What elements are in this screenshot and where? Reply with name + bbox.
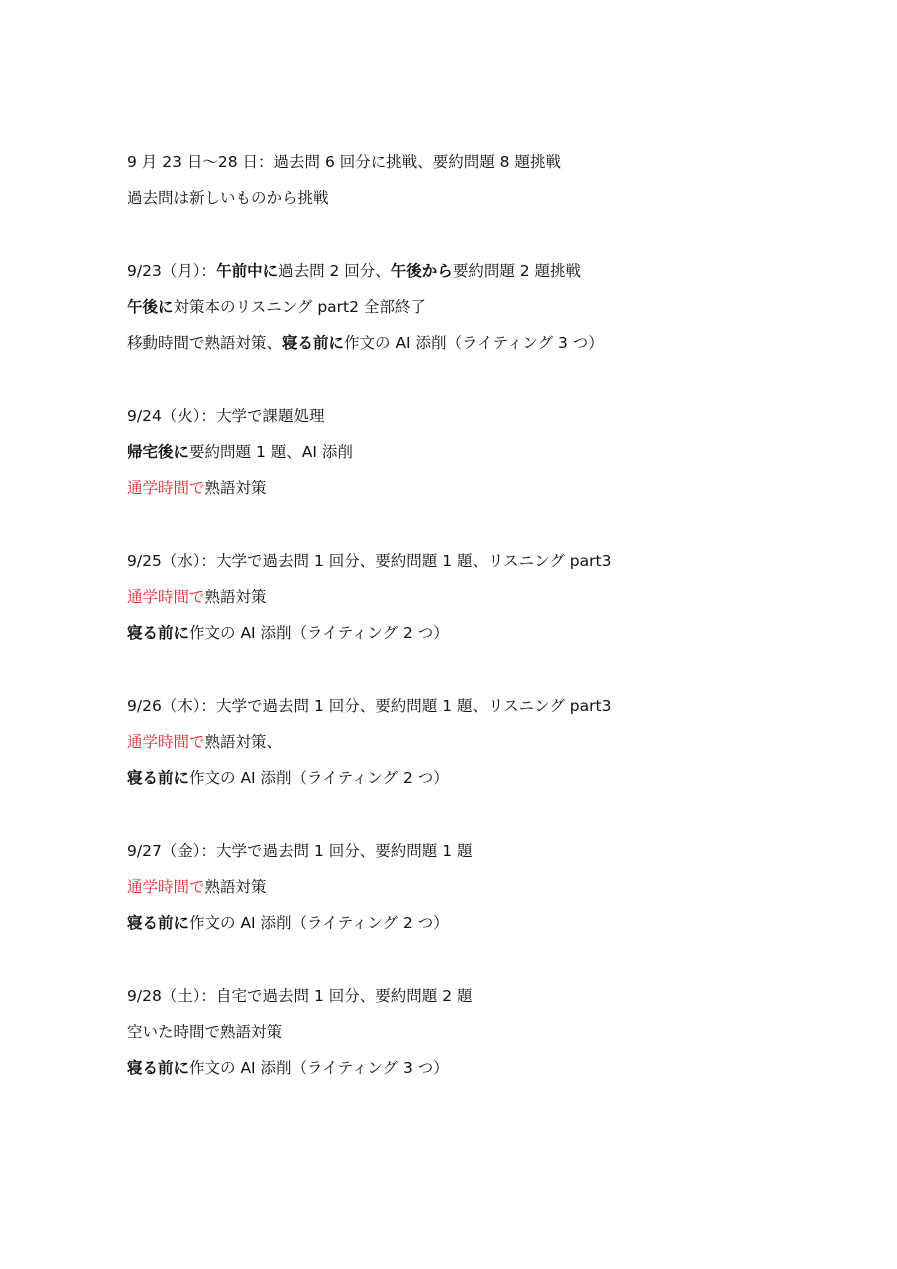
day23-task2-segment-1: 寝る前に xyxy=(282,334,345,352)
day24-task-summary xyxy=(127,442,353,462)
day23-task-listening xyxy=(127,297,426,317)
day25-task-writing xyxy=(127,623,449,643)
day27-task1-segment-0: 通学時間で xyxy=(127,878,205,896)
overview-note-segment-0: 過去問は新しいものから挑戦 xyxy=(127,189,329,207)
day28-heading-segment-0: 9/28（土）：自宅で過去問 1 回分、要約問題 2 題 xyxy=(127,987,473,1005)
day24-heading-segment-0: 9/24（火）：大学で課題処理 xyxy=(127,407,325,425)
day28-task1-segment-0: 空いた時間で熟語対策 xyxy=(127,1023,283,1041)
day27-heading-segment-0: 9/27（金）：大学で過去問 1 回分、要約問題 1 題 xyxy=(127,842,473,860)
day26-task-writing xyxy=(127,768,449,788)
day28-task2-segment-0: 寝る前に xyxy=(127,1059,190,1077)
day28-heading xyxy=(127,986,473,1006)
day26-heading-segment-0: 9/26（木）：大学で過去問 1 回分、要約問題 1 題、リスニング part3 xyxy=(127,697,612,715)
day23-task1-segment-0: 午後に xyxy=(127,298,174,316)
day26-task2-segment-0: 寝る前に xyxy=(127,769,190,787)
day25-task2-segment-0: 寝る前に xyxy=(127,624,190,642)
day27-task1-segment-1: 熟語対策 xyxy=(204,878,267,896)
day27-heading xyxy=(127,841,473,861)
day24-heading xyxy=(127,406,325,426)
day28-task-writing xyxy=(127,1058,449,1078)
day23-task1-segment-1: 対策本のリスニング part2 全部終了 xyxy=(173,298,426,316)
day23-task2-segment-2: 作文の AI 添削（ライティング 3 つ） xyxy=(344,334,604,352)
day27-task-idioms xyxy=(127,877,267,897)
day23-heading xyxy=(127,261,581,281)
day24-task2-segment-1: 熟語対策 xyxy=(204,479,267,497)
day27-task2-segment-0: 寝る前に xyxy=(127,914,190,932)
day26-task-idioms xyxy=(127,732,282,752)
day26-heading xyxy=(127,696,611,716)
day28-task-idioms xyxy=(127,1022,282,1042)
overview-note xyxy=(127,188,329,208)
day25-task1-segment-1: 熟語対策 xyxy=(204,588,267,606)
day23-heading-segment-4: 要約問題 2 題挑戦 xyxy=(452,262,582,280)
day25-task1-segment-0: 通学時間で xyxy=(127,588,205,606)
day24-task1-segment-0: 帰宅後に xyxy=(127,443,190,461)
day23-task2-segment-0: 移動時間で熟語対策、 xyxy=(127,334,283,352)
day23-heading-segment-0: 9/23（月）： xyxy=(127,262,217,280)
day23-task-idioms-writing xyxy=(127,333,604,353)
day27-task2-segment-1: 作文の AI 添削（ライティング 2 つ） xyxy=(189,914,449,932)
day24-task2-segment-0: 通学時間で xyxy=(127,479,205,497)
day23-heading-segment-1: 午前中に xyxy=(216,262,279,280)
day24-task-idioms xyxy=(127,478,267,498)
day25-heading xyxy=(127,551,611,571)
overview-title xyxy=(127,152,561,172)
day28-task2-segment-1: 作文の AI 添削（ライティング 3 つ） xyxy=(189,1059,449,1077)
overview-title-segment-0: 9 月 23 日～28 日：過去問 6 回分に挑戦、要約問題 8 題挑戦 xyxy=(127,153,561,171)
day25-task2-segment-1: 作文の AI 添削（ライティング 2 つ） xyxy=(189,624,449,642)
day27-task-writing xyxy=(127,913,449,933)
day23-heading-segment-3: 午後から xyxy=(390,262,453,280)
day26-task1-segment-0: 通学時間で xyxy=(127,733,205,751)
day26-task1-segment-1: 熟語対策、 xyxy=(204,733,283,751)
day25-heading-segment-0: 9/25（水）：大学で過去問 1 回分、要約問題 1 題、リスニング part3 xyxy=(127,552,612,570)
day23-heading-segment-2: 過去問 2 回分、 xyxy=(278,262,391,280)
day26-task2-segment-1: 作文の AI 添削（ライティング 2 つ） xyxy=(189,769,449,787)
day25-task-idioms xyxy=(127,587,267,607)
day24-task1-segment-1: 要約問題 1 題、AI 添削 xyxy=(189,443,353,461)
